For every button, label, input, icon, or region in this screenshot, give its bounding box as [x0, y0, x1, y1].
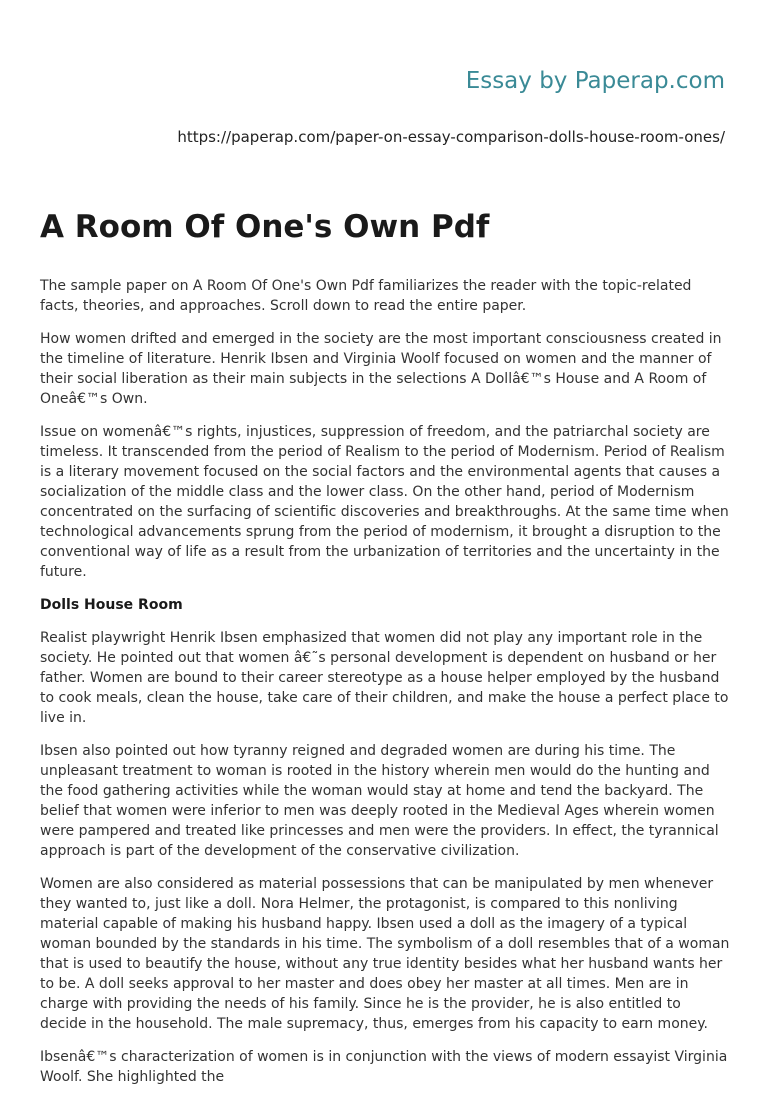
- body-paragraph: Women are also considered as material possessions that can be manipulated by men whenever they wanted to, just like a doll. Nora Helmer, the protagonist, is compared to this nonliving material capable of making his husband happy. Ibsen used a doll as the imagery of a typical woman bounded by the standards in his time. The symbolism of a doll resembles that of a woman that is used to beautify the house, without any true identity besides what her husband wants her to be. A doll seeks approval to her master and does obey her master at all times. Men are in charge with providing the needs of his family. Since he is the provider, he is also entitled to decide in the household. The male supremacy, thus, emerges from his capacity to earn money.: [40, 876, 730, 1032]
- page-title: A Room Of One's Own Pdf: [40, 209, 490, 245]
- body-paragraph: Ibsen also pointed out how tyranny reigned and degraded women are during his time. The unpleasant treatment to woman is rooted in the history wherein men would do the hunting and the food gathering activities while the woman would stay at home and tend the backyard. The belief that women were inferior to men was deeply rooted in the Medieval Ages wherein women were pampered and treated like princesses and men were the providers. In effect, the tyrannical approach is part of the development of the conservative civilization.: [40, 743, 719, 859]
- section-heading: Dolls House Room: [40, 597, 183, 613]
- intro-paragraph: The sample paper on A Room Of One's Own Pdf familiarizes the reader with the topic-related facts, theories, and approaches. Scroll down to read the entire paper.: [40, 278, 692, 314]
- article-body: [40, 276, 730, 1100]
- body-paragraph: Ibsenâ€™s characterization of women is in conjunction with the views of modern essayist Virginia Woolf. She highlighted the: [40, 1049, 728, 1085]
- site-brand-link[interactable]: Essay by Paperap.com: [465, 68, 725, 94]
- source-url-link[interactable]: https://paperap.com/paper-on-essay-comparison-dolls-house-room-ones/: [177, 128, 725, 146]
- body-paragraph: How women drifted and emerged in the society are the most important consciousness created in the timeline of literature. Henrik Ibsen and Virginia Woolf focused on women and the manner of their social liberation as their main subjects in the selections A Dollâ€™s House and A Room of Oneâ€™s Own.: [40, 331, 722, 407]
- body-paragraph: Realist playwright Henrik Ibsen emphasized that women did not play any important role in the society. He pointed out that women â€˜s personal development is dependent on husband or her father. Women are bound to their career stereotype as a house helper employed by the husband to cook meals, clean the house, take care of their children, and make the house a perfect place to live in.: [40, 630, 729, 726]
- body-paragraph: Issue on womenâ€™s rights, injustices, suppression of freedom, and the patriarchal society are timeless. It transcended from the period of Realism to the period of Modernism. Period of Realism is a literary movement focused on the social factors and the environmental agents that causes a socialization of the middle class and the lower class. On the other hand, period of Modernism concentrated on the surfacing of scientific discoveries and breakthroughs. At the same time when technological advancements sprung from the period of modernism, it brought a disruption to the conventional way of life as a result from the urbanization of territories and the uncertainty in the future.: [40, 424, 729, 580]
